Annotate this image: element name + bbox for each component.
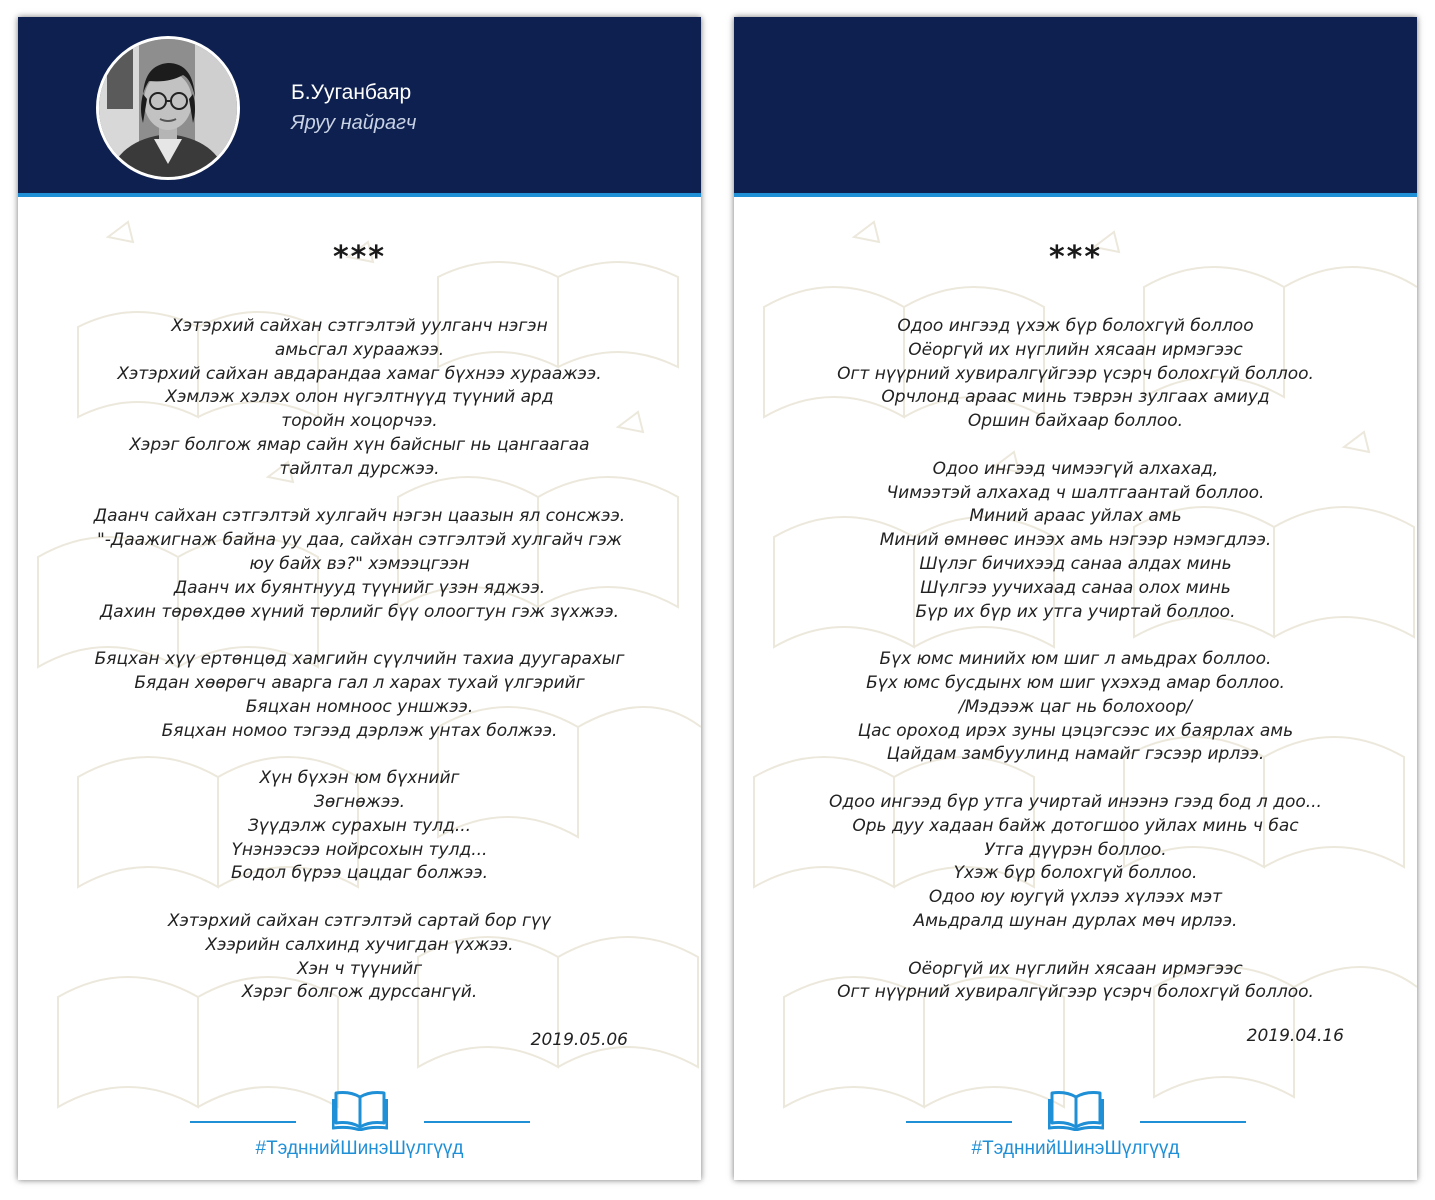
- poem-line: Зөгнөжээ.: [313, 791, 406, 812]
- poem-line: Миний араас уйлах амь: [969, 506, 1182, 527]
- poem-line: Даанч их буянтнууд түүнийг үзэн яджээ.: [173, 577, 546, 598]
- poem-line: "-Даажигнаж байна уу даа, сайхан сэтгэлтэй хулгайч гэж: [96, 530, 623, 551]
- poem-line: Одоо ингээд үхэж бүр болохгүй боллоо: [897, 316, 1254, 336]
- poem-line: юу байх вэ?" хэмээцгээн: [249, 553, 470, 574]
- poem-card-left: [18, 17, 701, 1180]
- poem-line: Бяцхан номноос уншжээ.: [245, 696, 474, 717]
- poem-line: Огт нүүрний хувиралгүйгээр үсэрч болохгүй боллоо.: [837, 982, 1314, 1003]
- poem-line: Хэрэг болгож дурссангүй.: [241, 982, 478, 1003]
- poem-line: Хүн бүхэн юм бүхнийг: [259, 768, 460, 789]
- footer-divider-left: [906, 1121, 1012, 1123]
- poem-line: амьсгал хураажээ.: [274, 339, 445, 360]
- poem-line: Бүх юмс минийх юм шиг л амьдрах боллоо.: [879, 649, 1272, 670]
- poem-line: Хэрэг болгож ямар сайн хүн байсныг нь цангаагаа: [129, 434, 590, 455]
- poem-line: Хэн ч түүнийг: [296, 958, 423, 979]
- author-name: Б.Ууганбаяр: [291, 81, 412, 104]
- footer-divider-right: [424, 1121, 530, 1123]
- poem-text: [734, 315, 1417, 1005]
- hashtag-link[interactable]: #ТэдннийШинэШүлгүүд: [971, 1138, 1180, 1159]
- poem-line: Зүүдэлж сурахын тулд...: [247, 815, 472, 836]
- footer-divider-left: [190, 1121, 296, 1123]
- poem-line: Миний өмнөөс инээх амь нэгээр нэмэгдлээ.: [879, 530, 1272, 551]
- poem-separator: ***: [1048, 240, 1103, 275]
- poem-line: Үнэнээсээ нойрсохын тулд...: [231, 839, 488, 860]
- poem-line: Бяцхан хүү ертөнцөд хамгийн сүүлчийн тахиа дуугарахыг: [94, 649, 625, 670]
- poem-line: Бядан хөөрөгч аварга гал л харах тухай үлгэрийг: [134, 672, 585, 693]
- poem-line: /Мэдээж цаг нь болохоор/: [958, 696, 1193, 717]
- poem-line: Дахин төрөхдөө хүний төрлийг бүү олоогтун гэж зүхжээ.: [100, 601, 619, 622]
- poem-line: тайлтал дурсжээ.: [279, 458, 440, 479]
- poem-line: торойн хоцорчээ.: [281, 411, 438, 432]
- poem-line: Шүлгээ уучихаад санаа олох минь: [920, 577, 1231, 598]
- poem-line: Одоо ингээд бүр утга учиртай инээнэ гээд бод л доо...: [829, 791, 1322, 812]
- poem-line: Цас ороход ирэх зуны цэцэгсээс их баярлах амь: [857, 720, 1294, 741]
- poem-separator: ***: [332, 240, 387, 275]
- poem-date: 2019.05.06: [530, 1030, 628, 1050]
- poem-line: Оёоргүй их нүглийн хясаан ирмэгээс: [908, 339, 1243, 360]
- poem-line: Бодол бүрээ цацдаг болжээ.: [230, 863, 489, 884]
- card-header: [734, 17, 1417, 197]
- poem-line: Хээрийн салхинд хучигдан үхжээ.: [205, 934, 514, 955]
- poem-line: Хэтэрхий сайхан авдарандаа хамаг бүхнээ хураажээ.: [117, 363, 602, 384]
- poem-line: Оршин байхаар боллоо.: [967, 411, 1184, 432]
- poem-text: [18, 315, 701, 1005]
- open-book-icon: [1048, 1087, 1104, 1131]
- poem-line: Чимээтэй алхахад ч шалтгаантай боллоо.: [886, 482, 1265, 503]
- portrait-photo-icon: [99, 39, 237, 177]
- poem-line: Амьдралд шунан дурлах мөч ирлээ.: [913, 910, 1238, 931]
- hashtag-link[interactable]: #ТэдннийШинэШүлгүүд: [255, 1138, 464, 1159]
- poem-line: Орь дуу хадаан байж дотогшоо уйлах минь ч бас: [852, 815, 1299, 836]
- poem-line: Хэтэрхий сайхан сэтгэлтэй сартай бор гүү: [167, 910, 552, 931]
- poem-line: Одоо юу юугүй үхлээ хүлээх мэт: [928, 887, 1223, 908]
- poem-line: Үхэж бүр болохгүй боллоо.: [953, 863, 1198, 884]
- footer-divider-right: [1140, 1121, 1246, 1123]
- avatar: [96, 36, 240, 180]
- poem-line: Оёоргүй их нүглийн хясаан ирмэгээс: [908, 958, 1243, 979]
- poem-line: Бүх юмс бусдынх юм шиг үхэхэд амар боллоо.: [866, 672, 1285, 693]
- poem-line: Огт нүүрний хувиралгүйгээр үсэрч болохгүй боллоо.: [837, 363, 1314, 384]
- poem-line: Утга дүүрэн боллоо.: [984, 839, 1167, 860]
- poem-line: Даанч сайхан сэтгэлтэй хулгайч нэгэн цаазын ял сонсжээ.: [93, 506, 626, 527]
- poem-line: Бяцхан номоо тэгээд дэрлэж унтах болжээ.: [161, 720, 558, 741]
- poem-date: 2019.04.16: [1246, 1026, 1344, 1046]
- poem-line: Шүлэг бичихээд санаа алдах минь: [919, 553, 1232, 574]
- poem-line: Бүр их бүр их утга учиртай боллоо.: [915, 601, 1236, 622]
- poem-line: Цайдам замбуулинд намайг гэсээр ирлээ.: [886, 744, 1265, 765]
- poem-card-right: [734, 17, 1417, 1180]
- poem-line: Хэмлэж хэлэх олон нүгэлтнүүд түүний ард: [165, 387, 554, 408]
- open-book-icon: [332, 1087, 388, 1131]
- card-header: [18, 17, 701, 197]
- poem-line: Орчлонд араас минь тэврэн зулгаах амиуд: [881, 387, 1270, 408]
- poem-line: Хэтэрхий сайхан сэтгэлтэй уулганч нэгэн: [171, 316, 548, 336]
- author-role: Яруу найрагч: [291, 112, 417, 134]
- poem-line: Одоо ингээд чимээгүй алхахад,: [932, 458, 1219, 479]
